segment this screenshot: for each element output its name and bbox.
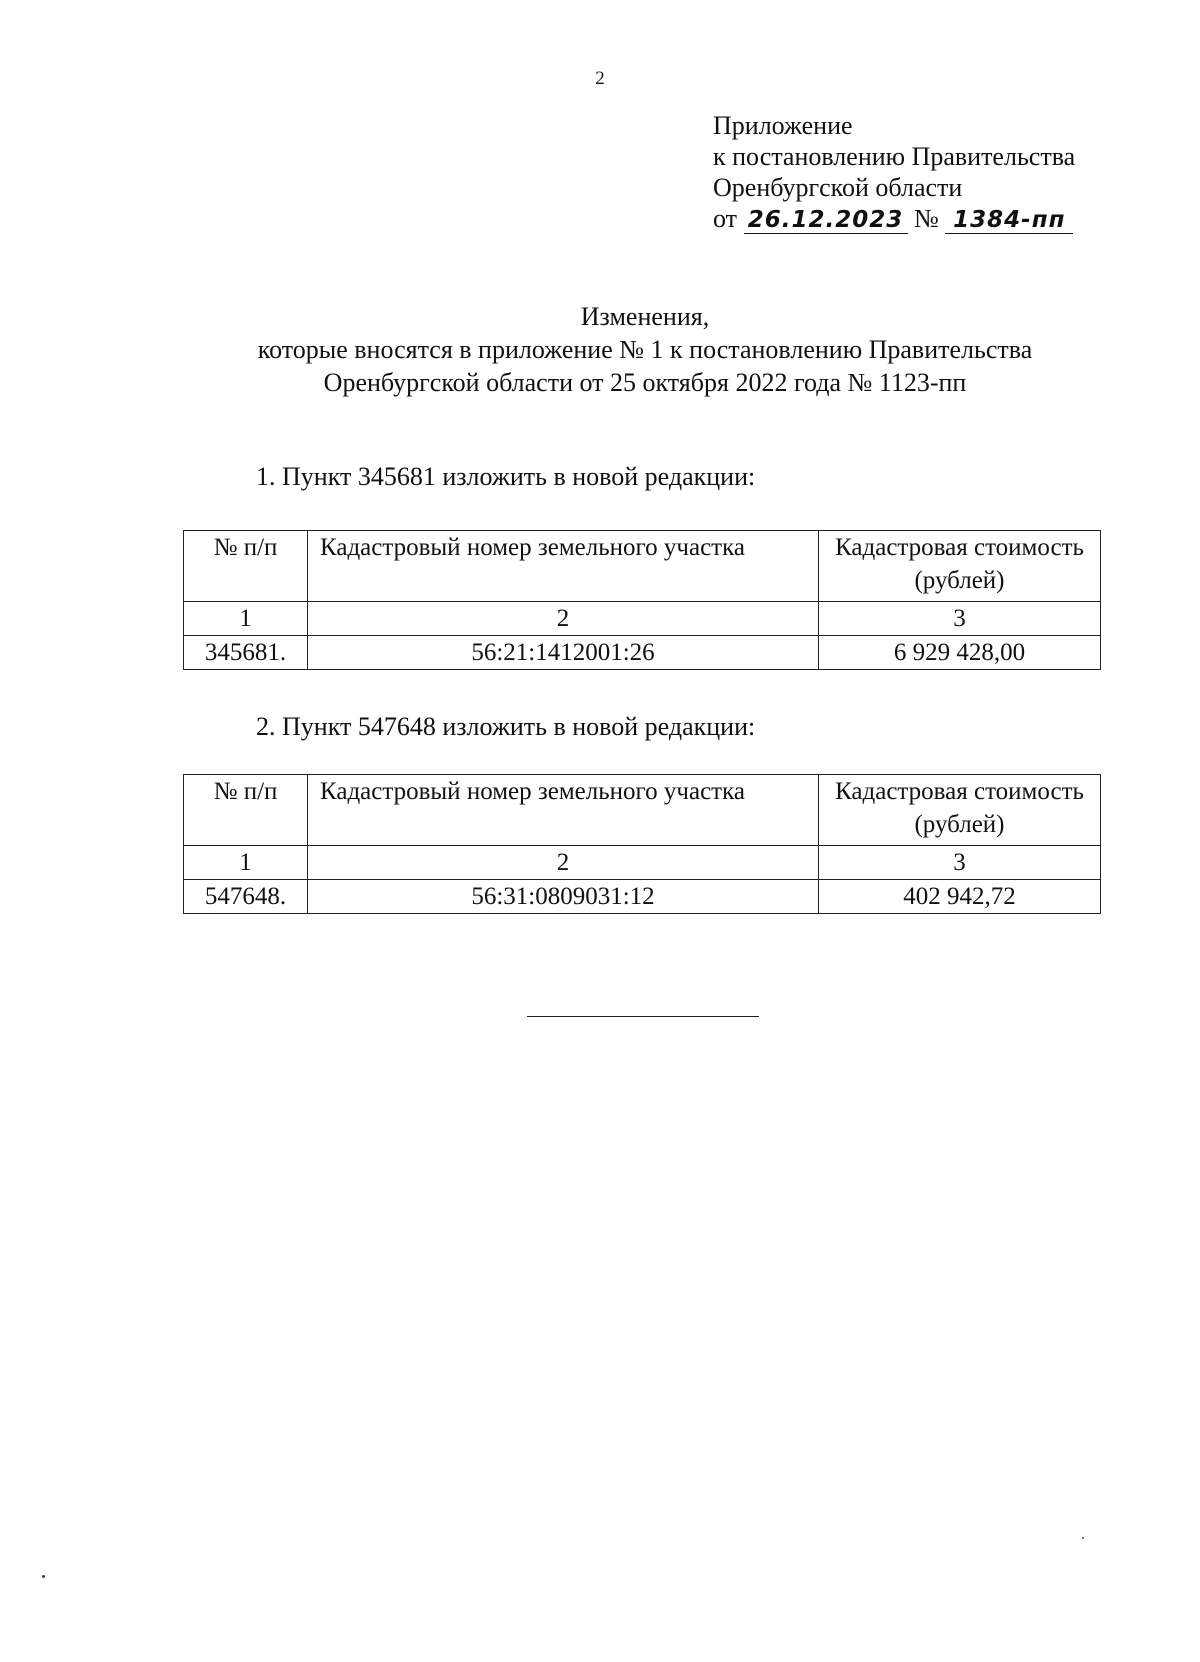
- date-prefix: от: [713, 204, 738, 233]
- scan-speck: [42, 1575, 45, 1578]
- row-number-cell: 345681.: [184, 636, 308, 670]
- table-index-row: [184, 602, 1101, 636]
- index-cell: 3: [819, 846, 1101, 880]
- index-cell: 2: [308, 602, 819, 636]
- header-cost-line-1: Кадастровая стоимость: [835, 778, 1084, 805]
- index-cell: 1: [184, 602, 308, 636]
- header-cell-cadastral-number: Кадастровый номер земельного участка: [308, 775, 819, 846]
- table-row: [184, 636, 1101, 670]
- index-cell: 3: [819, 602, 1101, 636]
- appendix-resolution-ref: к постановлению Правительства: [713, 142, 1076, 171]
- header-cell-cadastral-number: Кадастровый номер земельного участка: [308, 531, 819, 602]
- handwritten-number: 1384-пп: [945, 207, 1073, 234]
- table-index-row: [184, 846, 1101, 880]
- index-cell: 2: [308, 846, 819, 880]
- appendix-block: [713, 110, 1075, 234]
- table-header-row: [184, 775, 1101, 846]
- end-of-document-line: [527, 1016, 759, 1017]
- handwritten-date: 26.12.2023: [744, 207, 908, 234]
- table-row: [184, 880, 1101, 914]
- number-sign: №: [914, 204, 939, 233]
- scan-speck: [1082, 1537, 1084, 1539]
- clause-1-text: 1. Пункт 345681 изложить в новой редакции:: [256, 462, 756, 491]
- appendix-date-line: [713, 203, 1075, 234]
- header-cell-number: № п/п: [184, 531, 308, 602]
- page-number: 2: [595, 68, 605, 89]
- appendix-region: Оренбургской области: [713, 173, 963, 202]
- row-number-cell: 547648.: [184, 880, 308, 914]
- cadastral-cost-cell: 6 929 428,00: [819, 636, 1101, 670]
- cadastral-number-cell: 56:21:1412001:26: [308, 636, 819, 670]
- cadastral-number-cell: 56:31:0809031:12: [308, 880, 819, 914]
- appendix-title: Приложение: [713, 111, 853, 140]
- index-cell: 1: [184, 846, 308, 880]
- title-heading: Изменения,: [580, 302, 710, 331]
- header-cell-number: № п/п: [184, 775, 308, 846]
- document-title: [0, 300, 1200, 399]
- header-cell-cadastral-cost: [819, 775, 1101, 846]
- header-cost-line-2: (рублей): [914, 567, 1005, 594]
- clause-2-text: 2. Пункт 547648 изложить в новой редакции:: [256, 712, 756, 741]
- header-cost-line-1: Кадастровая стоимость: [835, 534, 1084, 561]
- cadastral-table-1: [183, 530, 1101, 670]
- cadastral-cost-cell: 402 942,72: [819, 880, 1101, 914]
- cadastral-table-2: [183, 774, 1101, 914]
- title-line-2: которые вносятся в приложение № 1 к постановлению Правительства: [257, 335, 1033, 364]
- header-cell-cadastral-cost: [819, 531, 1101, 602]
- title-line-3: Оренбургской области от 25 октября 2022 года № 1123-пп: [323, 368, 967, 397]
- header-cost-line-2: (рублей): [914, 811, 1005, 838]
- table-header-row: [184, 531, 1101, 602]
